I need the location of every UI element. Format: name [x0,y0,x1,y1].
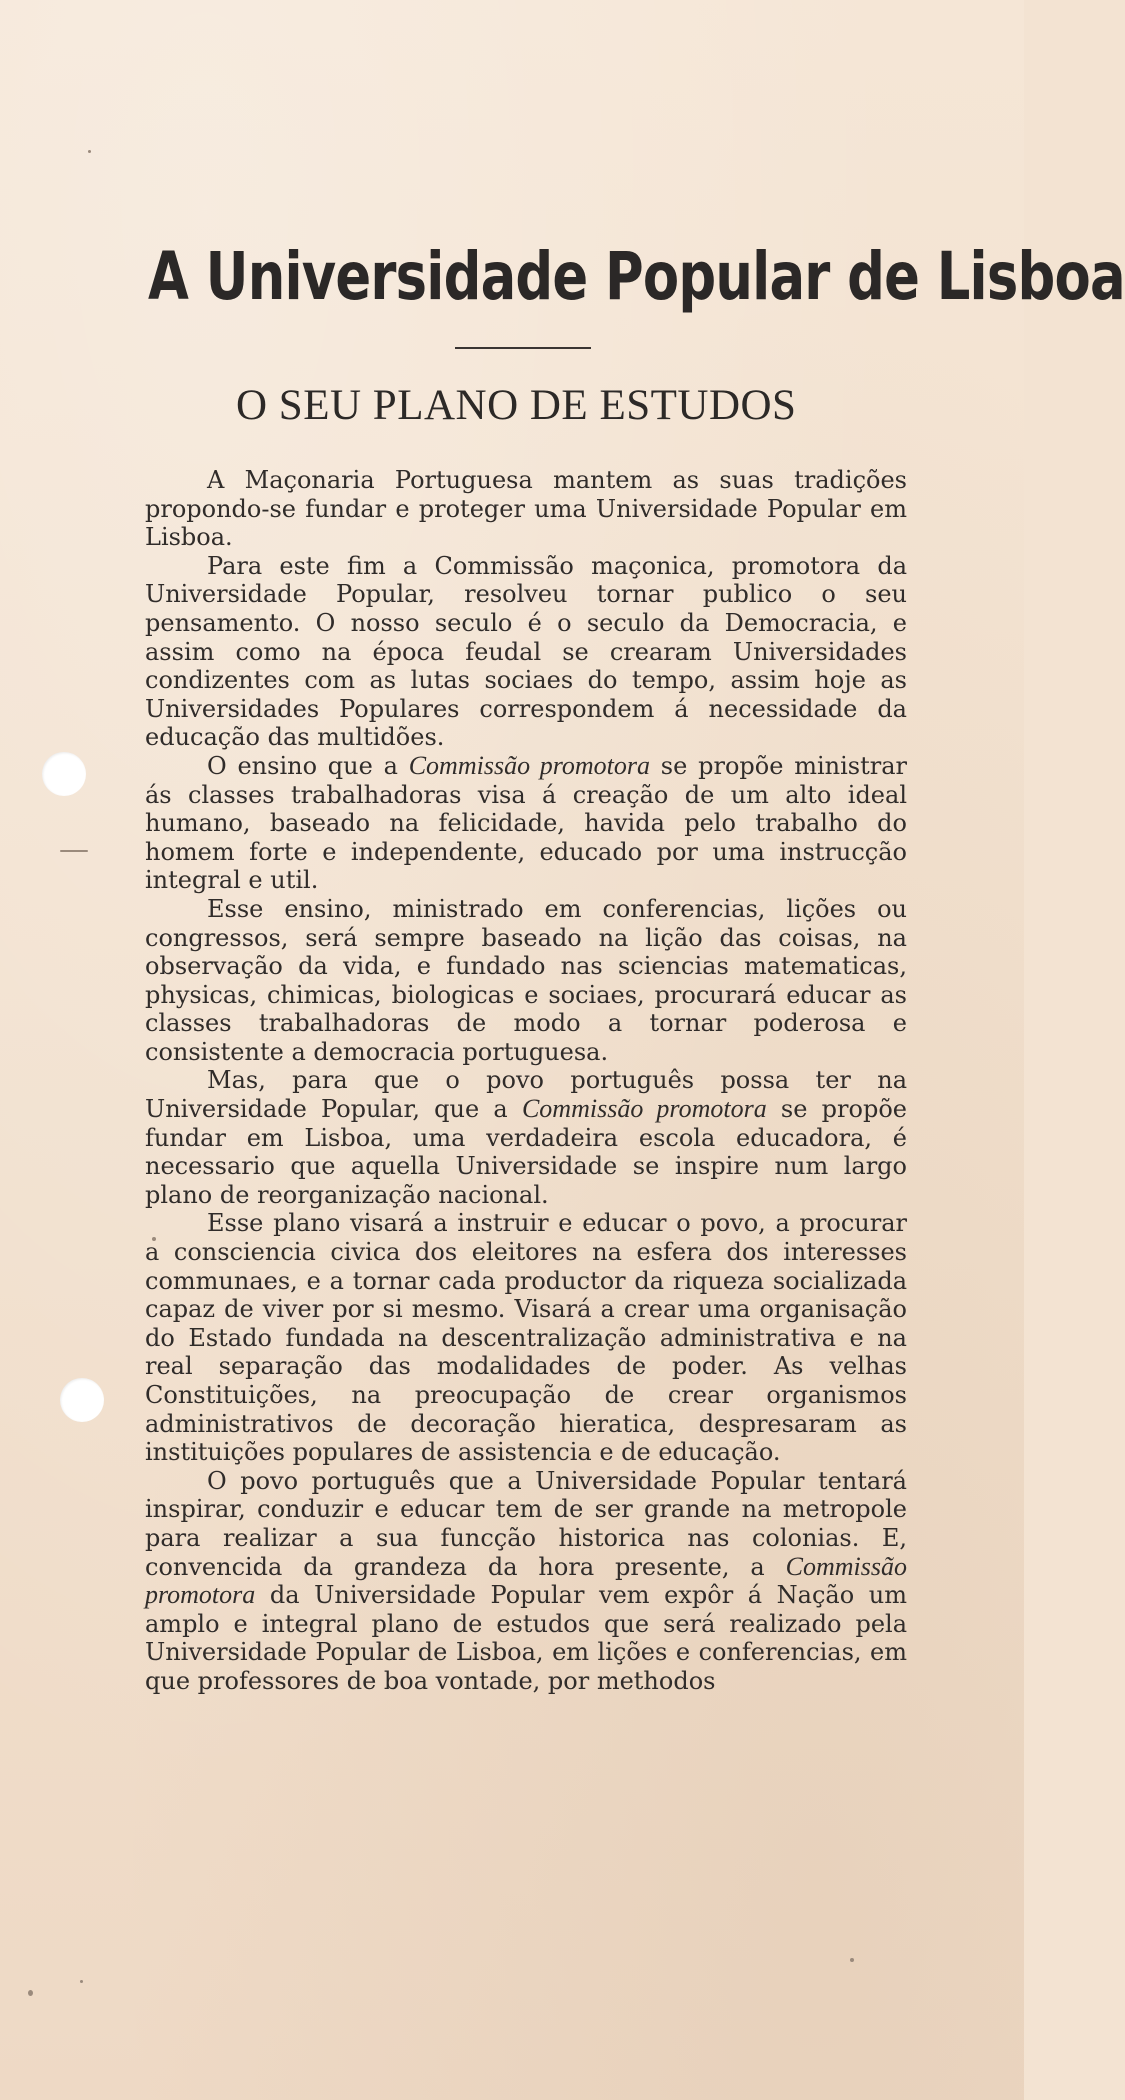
body-text [145,466,907,1696]
ink-speck [850,1958,854,1962]
paragraph-4 [145,895,907,1067]
text-run: Para este fim a Commissão maçonica, promotora da Universidade Popular, resolveu tornar publico o seu pensamento. O nosso seculo é o seculo da Democracia, e assim como na época feudal se crearam Universidades condizentes com as lutas sociaes do tempo, assim hoje as Universidades Populares correspondem á necessidade da educação das multidões. [145,551,907,752]
document-title: A Universidade Popular de Lisboa [148,238,1125,315]
paragraph-1 [145,466,907,552]
text-run: Mas, para que o povo português possa ter na Universidade Popular, que a [145,1066,907,1124]
text-run: da Universidade Popular vem expôr á Nação um amplo e integral plano de estudos que será realizado pela Universidade Popular de Lisboa, em lições e conferencias, em que professores de boa vontade, por methodos [145,1581,907,1695]
ink-speck [60,850,88,852]
italic-phrase: Commissão promotora [408,750,651,780]
punch-hole-upper [42,752,86,796]
paragraph-5 [145,1066,907,1209]
paragraph-3 [145,752,907,895]
text-run: se propõe ministrar ás classes trabalhadoras visa á creação de um alto ideal humano, baseado na felicidade, havida pelo trabalho do homem forte e independente, educado por uma instrucção integral e util. [145,751,907,895]
text-run: A Maçonaria Portuguesa mantem as suas tradições propondo-se fundar e proteger uma Universidade Popular em Lisboa. [145,466,907,552]
ink-speck [88,150,91,153]
italic-phrase: Commissão promotora [145,1551,907,1610]
punch-hole-lower [60,1378,104,1422]
document-subtitle: O SEU PLANO DE ESTUDOS [236,382,797,429]
paragraph-2 [145,552,907,752]
ink-speck [28,1990,33,1996]
paragraph-7 [145,1467,907,1696]
text-run: O ensino que a [207,751,409,780]
italic-phrase: Commissão promotora [521,1094,767,1124]
text-run: O povo português que a Universidade Popular tentará inspirar, conduzir e educar tem de ser grande na metropole para realizar a sua funcção historica nas colonias. E, convencida da grandeza da hora presente, a [145,1466,907,1581]
ink-speck [80,1980,83,1983]
text-run: Esse ensino, ministrado em conferencias, lições ou congressos, será sempre baseado na lição das coisas, na observação da vida, e fundado nas sciencias matematicas, physicas, chimicas, biologicas e sociaes, procurará educar as classes trabalhadoras de modo a tornar poderosa e consistente a democracia portuguesa. [145,894,907,1066]
text-run: Esse plano visará a instruir e educar o povo, a procurar a consciencia civica dos eleitores na esfera dos interesses communaes, e a tornar cada productor da riqueza socializada capaz de viver por si mesmo. Visará a crear uma organisação do Estado fundada na descentralização administrativa e na real separação das modalidades de poder. As velhas Constituições, na preocupação de crear organismos administrativos de decoração hieratica, despresaram as instituições populares de assistencia e de educação. [145,1209,907,1467]
title-divider [455,347,591,349]
text-run: se propõe fundar em Lisboa, uma verdadeira escola educadora, é necessario que aquella Universidade se inspire num largo plano de reorganização nacional. [145,1095,907,1209]
paragraph-6 [145,1209,907,1466]
